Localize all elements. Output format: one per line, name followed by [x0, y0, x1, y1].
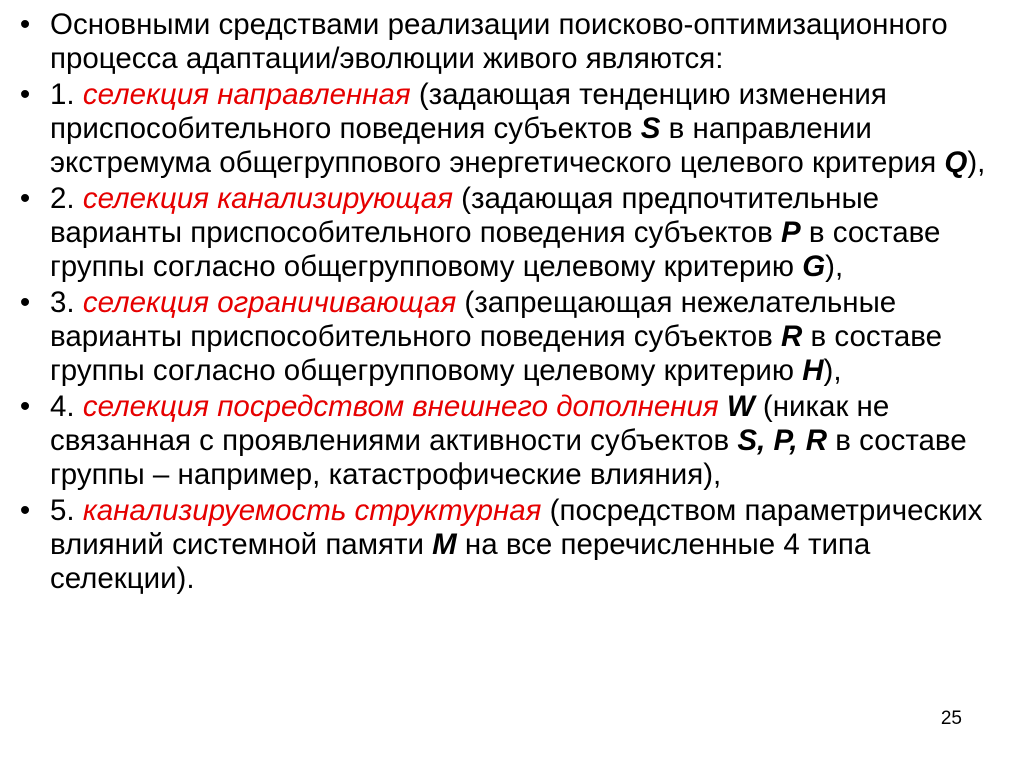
bullet-icon: • — [19, 78, 31, 111]
bullet-icon: • — [19, 390, 31, 423]
selection-term: селекция направленная — [82, 78, 411, 111]
item-number: 1. — [50, 78, 83, 111]
item-number: 4. — [50, 390, 83, 423]
item-text: ), — [825, 250, 844, 283]
subject-symbol: R — [781, 320, 803, 353]
subject-symbol: P — [781, 216, 801, 249]
bullet-icon: • — [19, 494, 31, 527]
item-number: 3. — [50, 286, 83, 319]
item-text: на все перечисленные 4 типа селекции). — [50, 528, 871, 595]
selection-term: канализируемость структурная — [82, 494, 542, 527]
item-text: (запрещающая нежелательные варианты приспособительного поведения субъектов — [50, 286, 897, 353]
external-addition-symbol: W — [726, 390, 755, 423]
bullet-icon: • — [19, 8, 31, 41]
item-text: (задающая предпочтительные варианты приспособительного поведения субъектов — [50, 182, 880, 249]
criterion-symbol: G — [802, 250, 826, 283]
item-text — [719, 390, 727, 423]
intro-text: Основными средствами реализации поисково-оптимизационного процесса адаптации/эволюции живого являются: — [50, 8, 948, 75]
subject-symbol: S — [640, 112, 661, 145]
selection-term: селекция ограничивающая — [82, 286, 457, 319]
item-text: ), — [823, 354, 842, 387]
item-text: в направлении экстремума общегруппового энергетического целевого критерия — [50, 112, 945, 179]
bullet-list — [14, 8, 1016, 598]
bullet-item-intro — [14, 8, 1016, 76]
item-text: (задающая тенденцию изменения приспособительного поведения субъектов — [50, 78, 887, 145]
item-number: 2. — [50, 182, 83, 215]
criterion-symbol: Q — [944, 146, 968, 179]
bullet-item-1 — [14, 78, 1016, 180]
memory-symbol: M — [432, 528, 457, 561]
bullet-item-2 — [14, 182, 1016, 284]
bullet-item-3 — [14, 286, 1016, 388]
item-text: в составе группы согласно общегрупповому целевому критерию — [50, 216, 941, 283]
bullet-icon: • — [19, 286, 31, 319]
bullet-item-5 — [14, 494, 1016, 596]
selection-term: селекция канализирующая — [82, 182, 453, 215]
item-text: ), — [967, 146, 986, 179]
item-text: (посредством параметрических влияний системной памяти — [50, 494, 983, 561]
item-text: в составе группы – например, катастрофические влияния), — [50, 424, 967, 491]
item-text: (никак не связанная с проявлениями активности субъектов — [50, 390, 890, 457]
subjects-symbols: S, P, R — [737, 424, 828, 457]
page-number: 25 — [940, 708, 962, 729]
bullet-item-4 — [14, 390, 1016, 492]
item-text: в составе группы согласно общегрупповому целевому критерию — [50, 320, 942, 387]
bullet-icon: • — [19, 182, 31, 215]
item-number: 5. — [50, 494, 83, 527]
selection-term: селекция посредством внешнего дополнения — [82, 390, 719, 423]
criterion-symbol: H — [802, 354, 824, 387]
